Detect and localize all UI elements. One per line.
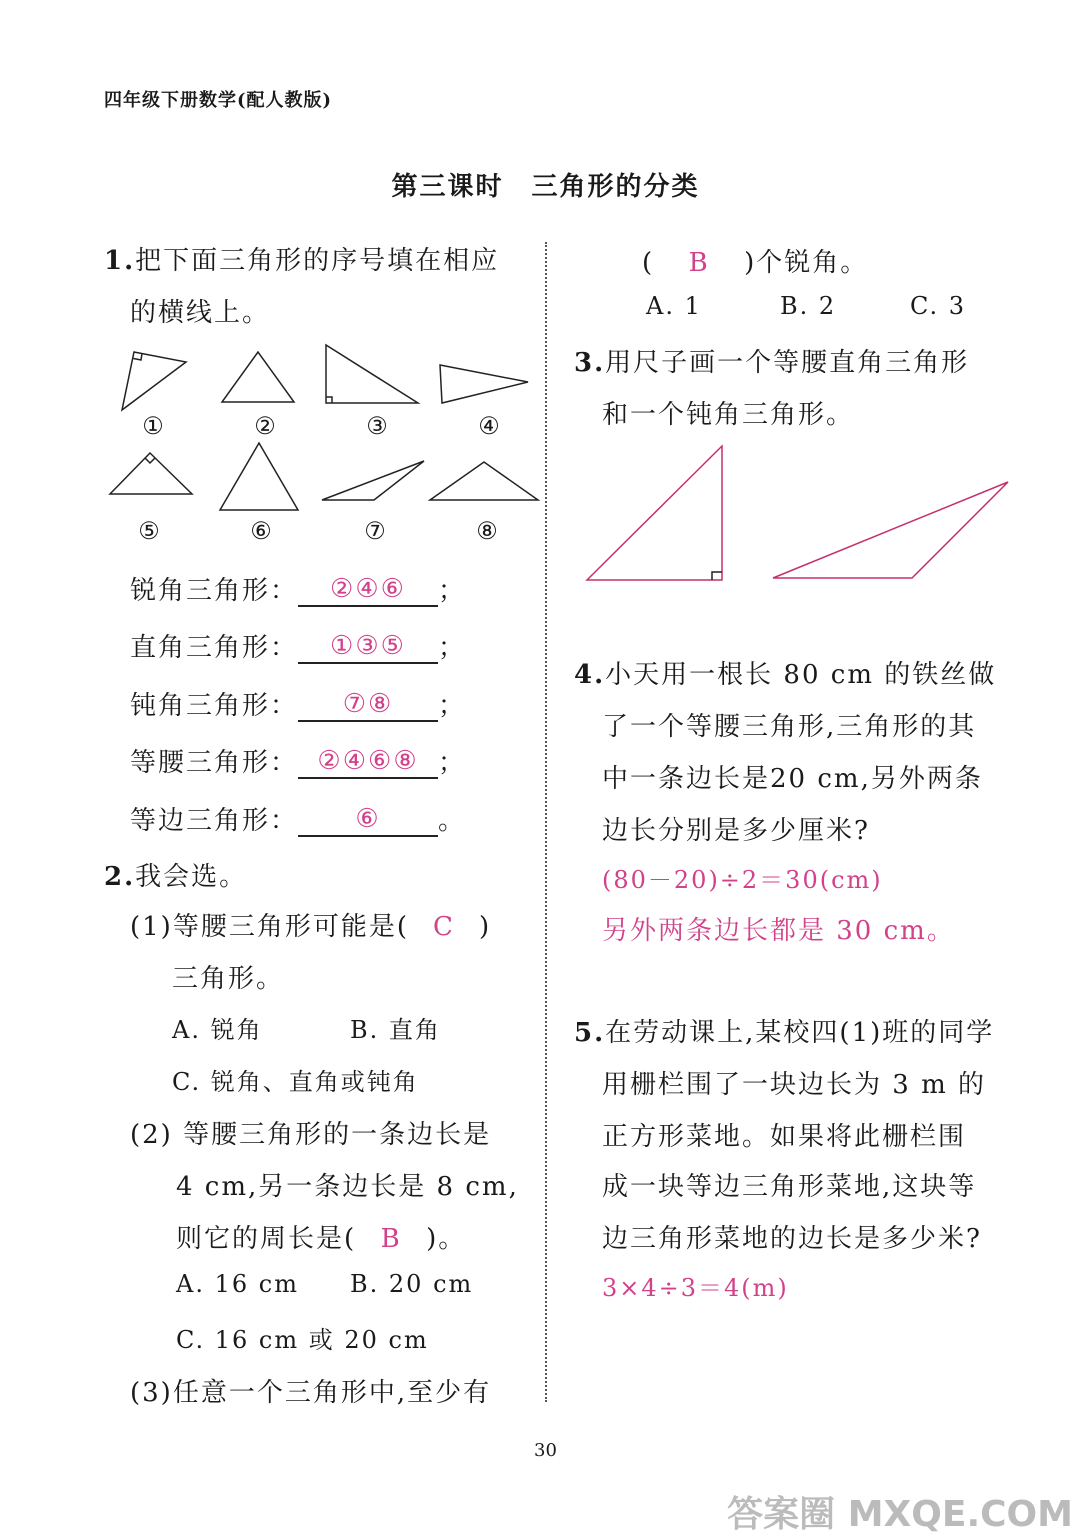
watermark: 答案圈 MXQE.COM <box>727 1494 1073 1535</box>
q3-line2: 和一个钝角三角形。 <box>602 400 855 430</box>
q4-line4: 边长分别是多少厘米? <box>602 816 870 846</box>
q2-sub1-answer[interactable]: C <box>433 912 455 942</box>
q2-sub1-option-a: A. 锐角 <box>172 1016 263 1044</box>
triangle-label-4: ④ <box>478 412 500 440</box>
q2-sub2-line2: 4 cm,另一条边长是 8 cm, <box>176 1172 519 1202</box>
fill-row-isosceles: 等腰三角形： ②④⑥⑧ ； <box>130 746 467 778</box>
q2-sub3-option-b: B. 2 <box>780 292 837 320</box>
triangle-label-7: ⑦ <box>364 517 386 545</box>
answer-equilateral[interactable]: ⑥ <box>298 803 438 837</box>
q2-sub1-cont: 三角形。 <box>172 964 285 994</box>
q1-line2: 的横线上。 <box>130 298 271 328</box>
q2-sub2-answer[interactable]: B <box>380 1224 402 1254</box>
answer-right[interactable]: ①③⑤ <box>298 630 438 664</box>
triangle-label-2: ② <box>254 412 276 440</box>
answer-obtuse[interactable]: ⑦⑧ <box>298 688 438 722</box>
triangle-7 <box>322 461 424 500</box>
right-angle-mark-5 <box>145 458 155 463</box>
q2-sub2-option-a: A. 16 cm <box>176 1270 299 1298</box>
triangle-6 <box>220 443 298 510</box>
q3-line1: 3.用尺子画一个等腰直角三角形 <box>574 348 970 378</box>
q5-line5: 边三角形菜地的边长是多少米? <box>602 1224 982 1254</box>
q2-sub3-cont: ( B )个锐角。 <box>642 248 869 278</box>
triangle-label-3: ③ <box>366 412 388 440</box>
q2-sub2-option-c: C. 16 cm 或 20 cm <box>176 1326 429 1354</box>
triangle-3 <box>326 345 418 403</box>
q5-answer: 3×4÷3＝4(m) <box>602 1274 789 1302</box>
fill-row-right: 直角三角形： ①③⑤ ； <box>130 631 467 663</box>
q2-sub2: (2) 等腰三角形的一条边长是 <box>130 1120 492 1150</box>
triangle-label-5: ⑤ <box>138 517 160 545</box>
q5-line4: 成一块等边三角形菜地,这块等 <box>602 1172 977 1202</box>
column-divider <box>545 242 547 1402</box>
fill-row-obtuse: 钝角三角形： ⑦⑧ ； <box>130 689 467 721</box>
lesson-title: 第三课时 三角形的分类 <box>391 172 700 202</box>
q5-line1: 5.在劳动课上,某校四(1)班的同学 <box>574 1018 995 1048</box>
q2-sub3: (3)任意一个三角形中,至少有 <box>130 1378 492 1408</box>
q5-line2: 用栅栏围了一块边长为 3 m 的 <box>602 1070 986 1100</box>
q2-sub3-answer[interactable]: B <box>688 248 710 278</box>
page-number: 30 <box>534 1440 557 1461</box>
q4-answer-sentence: 另外两条边长都是 30 cm。 <box>602 916 955 946</box>
fill-row-equilateral: 等边三角形： ⑥ 。 <box>130 804 467 836</box>
triangle-label-6: ⑥ <box>250 517 272 545</box>
triangle-8 <box>430 462 538 500</box>
triangle-label-1: ① <box>142 412 164 440</box>
triangle-2 <box>222 352 294 402</box>
right-angle-mark-3 <box>326 397 332 403</box>
obtuse-triangle-drawing <box>773 482 1008 578</box>
q2-sub3-option-c: C. 3 <box>910 292 967 320</box>
q4-line1: 4.小天用一根长 80 cm 的铁丝做 <box>574 660 997 690</box>
fill-row-acute: 锐角三角形： ②④⑥ ； <box>130 574 467 606</box>
q4-line2: 了一个等腰三角形,三角形的其 <box>602 712 977 742</box>
q4-line3: 中一条边长是20 cm,另外两条 <box>602 764 983 794</box>
triangle-label-8: ⑧ <box>476 517 498 545</box>
answer-isosceles[interactable]: ②④⑥⑧ <box>298 745 438 779</box>
q2-sub1-option-b: B. 直角 <box>350 1016 441 1044</box>
q2-sub1-option-c: C. 锐角、直角或钝角 <box>172 1068 419 1096</box>
isosceles-right-triangle-drawing <box>587 446 722 580</box>
triangle-4 <box>440 365 528 403</box>
q2-title: 2.我会选。 <box>104 862 248 892</box>
running-header: 四年级下册数学(配人教版) <box>104 90 333 111</box>
answer-acute[interactable]: ②④⑥ <box>298 573 438 607</box>
q2-sub1: (1)等腰三角形可能是( C ) <box>130 912 492 942</box>
triangle-5 <box>110 453 192 494</box>
q5-line3: 正方形菜地。如果将此栅栏围 <box>602 1122 967 1152</box>
right-angle-mark-drawing <box>712 572 722 580</box>
q4-answer-equation: (80－20)÷2＝30(cm) <box>602 866 883 894</box>
q2-sub2-option-b: B. 20 cm <box>350 1270 474 1298</box>
right-angle-mark-1 <box>134 354 143 361</box>
triangle-1 <box>122 352 186 410</box>
q2-sub2-line3: 则它的周长是( B )。 <box>176 1224 467 1254</box>
q2-sub3-option-a: A. 1 <box>646 292 702 320</box>
q1-line1: 1.把下面三角形的序号填在相应 <box>104 246 500 276</box>
